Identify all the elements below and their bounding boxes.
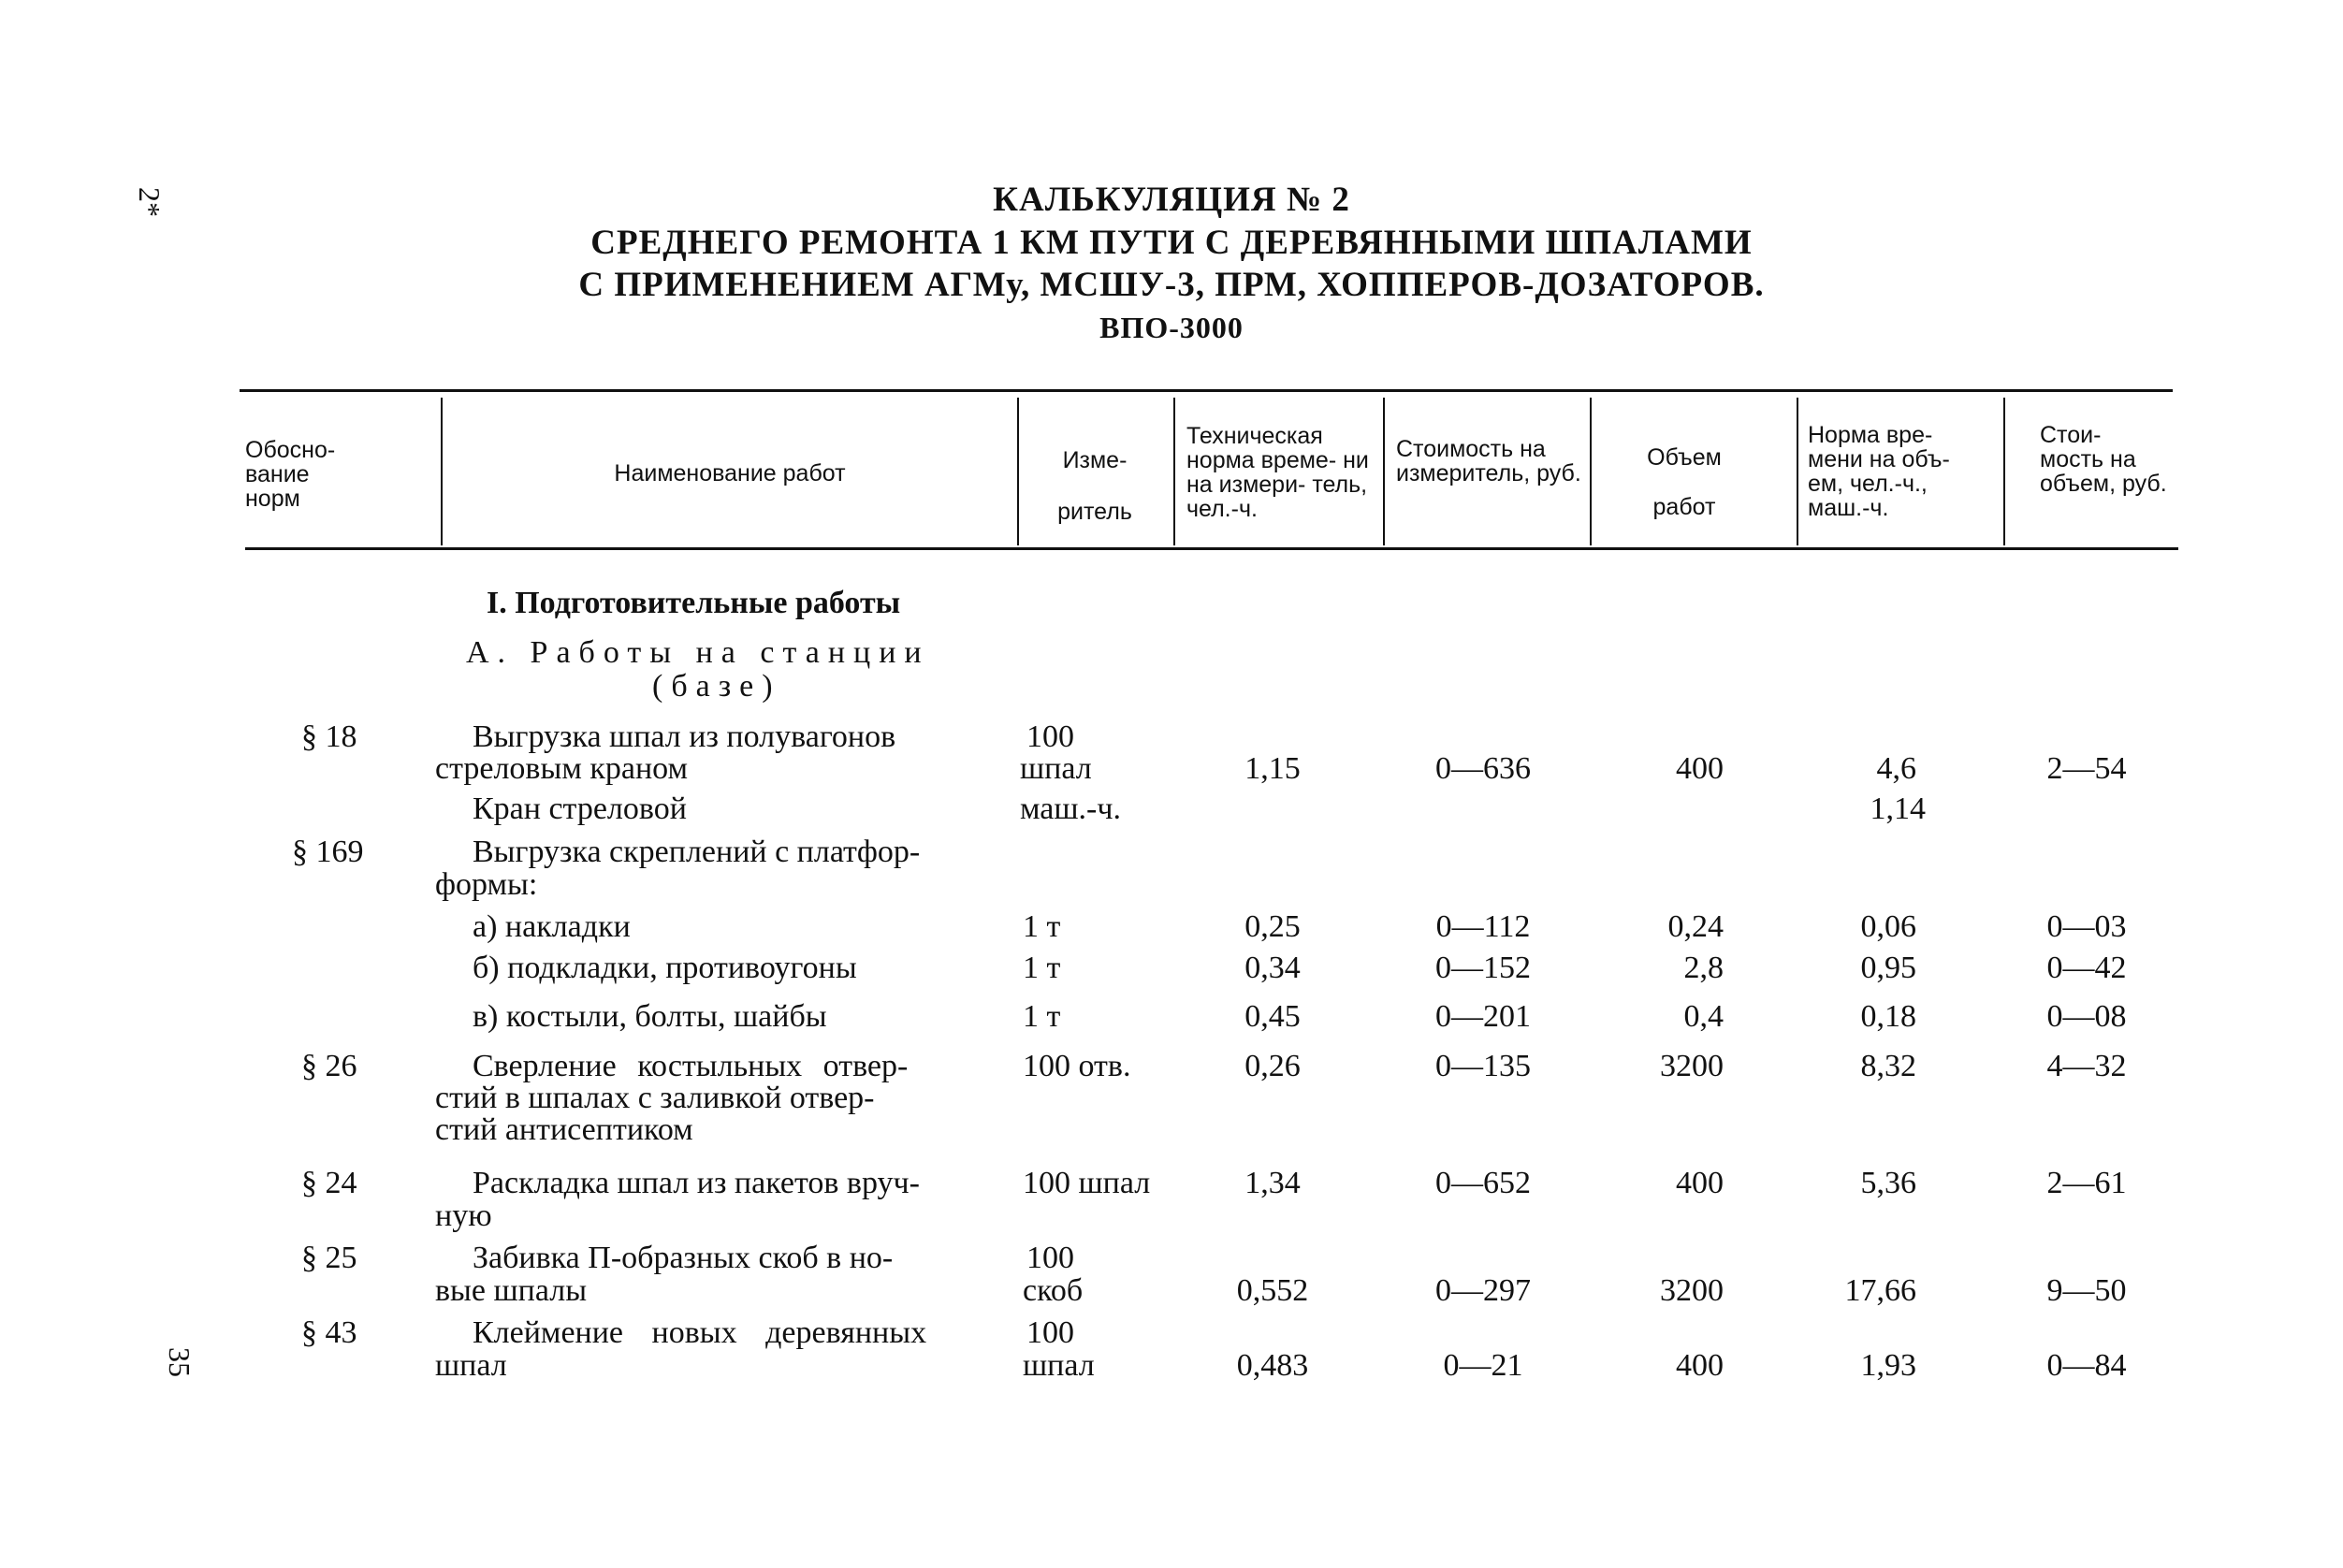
row-basis: § 26 — [301, 1049, 357, 1083]
row-unit: 100 — [1026, 1241, 1074, 1275]
section-heading: I. Подготовительные работы — [487, 586, 901, 620]
row-norm-volume: 1,93 — [1860, 1348, 1916, 1383]
row-cost: 0—21 — [1443, 1348, 1523, 1383]
page-number: 35 — [163, 1347, 196, 1377]
row-cost: 0—152 — [1435, 951, 1531, 985]
row-unit: 100 отв. — [1023, 1049, 1131, 1083]
row-volume: 3200 — [1660, 1049, 1724, 1083]
row-tech-norm: 1,34 — [1244, 1166, 1301, 1200]
row-unit: 1 т — [1023, 999, 1061, 1034]
row-name-cont: ную — [435, 1198, 492, 1233]
row-tech-norm: 0,552 — [1236, 1273, 1309, 1308]
row-total-cost: 2—61 — [2046, 1166, 2127, 1200]
row-norm-volume: 0,06 — [1860, 909, 1916, 944]
row-volume: 400 — [1676, 1166, 1724, 1200]
header-name: Наименование работ — [614, 460, 846, 486]
row-cost: 0—201 — [1435, 999, 1531, 1034]
subsection-heading-cont: (базе) — [652, 669, 781, 704]
header-top-rule — [240, 389, 2173, 392]
column-divider — [1383, 398, 1385, 545]
row-name: в) костыли, болты, шайбы — [473, 999, 827, 1034]
row-cost: 0—297 — [1435, 1273, 1531, 1308]
row-volume: 400 — [1676, 751, 1724, 786]
row-total-cost: 2—54 — [2046, 751, 2127, 786]
row-name: а) накладки — [473, 909, 631, 944]
row-name: Сверление костыльных отвер- — [473, 1049, 909, 1083]
column-divider — [1017, 398, 1019, 545]
row-total-cost: 0—03 — [2046, 909, 2127, 944]
row-norm-volume: 4,6 — [1876, 751, 1916, 786]
row-tech-norm: 1,15 — [1244, 751, 1301, 786]
row-volume: 400 — [1676, 1348, 1724, 1383]
row-cost: 0—135 — [1435, 1049, 1531, 1083]
row-basis: § 18 — [301, 719, 357, 754]
row-name: б) подкладки, противоугоны — [473, 951, 857, 985]
column-divider — [1590, 398, 1592, 545]
row-tech-norm: 0,45 — [1244, 999, 1301, 1034]
row-name-cont: формы: — [435, 867, 538, 902]
row-basis: § 169 — [292, 835, 364, 869]
row-name-cont: стий в шпалах с заливкой отвер- — [435, 1081, 875, 1115]
column-divider — [1173, 398, 1175, 545]
title-line-1: КАЛЬКУЛЯЦИЯ № 2 — [993, 181, 1350, 219]
row-name: Забивка П-образных скоб в но- — [473, 1241, 894, 1275]
row-unit: 100 — [1026, 719, 1074, 754]
row-cost: 0—652 — [1435, 1166, 1531, 1200]
row-norm-volume: 8,32 — [1860, 1049, 1916, 1083]
row-tech-norm: 0,26 — [1244, 1049, 1301, 1083]
header-volume: Объем работ — [1647, 444, 1722, 520]
row-norm-volume: 1,14 — [1870, 791, 1926, 826]
row-norm-volume: 0,95 — [1860, 951, 1916, 985]
row-name-cont: вые шпалы — [435, 1273, 588, 1308]
column-divider — [2003, 398, 2005, 545]
header-unit: Изме- ритель — [1057, 447, 1132, 525]
column-divider — [1797, 398, 1798, 545]
subsection-heading: А. Работы на станции — [466, 635, 930, 670]
row-name: Выгрузка скреплений с платфор- — [473, 835, 921, 869]
row-norm-volume: 5,36 — [1860, 1166, 1916, 1200]
row-cost: 0—112 — [1435, 909, 1531, 944]
row-name: Кран стреловой — [473, 791, 687, 826]
row-name-cont: стий антисептиком — [435, 1112, 693, 1147]
row-volume: 2,8 — [1683, 951, 1724, 985]
row-volume: 0,4 — [1683, 999, 1724, 1034]
header-cost-per-unit: Стоимость на измеритель, руб. — [1396, 436, 1581, 486]
title-line-2: СРЕДНЕГО РЕМОНТА 1 КМ ПУТИ С ДЕРЕВЯННЫМИ ШПАЛАМИ — [590, 224, 1753, 262]
row-norm-volume: 17,66 — [1844, 1273, 1916, 1308]
row-volume: 3200 — [1660, 1273, 1724, 1308]
row-norm-volume: 0,18 — [1860, 999, 1916, 1034]
row-unit-cont: скоб — [1023, 1273, 1084, 1308]
row-total-cost: 0—08 — [2046, 999, 2127, 1034]
row-basis: § 24 — [301, 1166, 357, 1200]
header-norm-volume: Норма вре- мени на объ- ем, чел.-ч., маш.-ч. — [1808, 422, 1950, 521]
title-line-4: ВПО-3000 — [1099, 311, 1244, 344]
column-divider — [441, 398, 443, 545]
row-name: Клеймение новых деревянных — [473, 1315, 927, 1350]
header-tech-norm: Техническая норма време- ни на измери- тель, чел.-ч. — [1186, 423, 1369, 522]
title-line-3: С ПРИМЕНЕНИЕМ АГМу, МСШУ-3, ПРМ, ХОППЕРОВ-ДОЗАТОРОВ. — [578, 266, 1765, 304]
row-total-cost: 0—42 — [2046, 951, 2127, 985]
row-name: Выгрузка шпал из полувагонов — [473, 719, 896, 754]
row-unit-cont: шпал — [1023, 1348, 1095, 1383]
row-unit: 100 шпал — [1023, 1166, 1151, 1200]
header-bottom-rule — [245, 547, 2178, 550]
row-unit: 1 т — [1023, 909, 1061, 944]
header-cost-volume: Стои- мость на объем, руб. — [2040, 422, 2167, 497]
row-basis: § 25 — [301, 1241, 357, 1275]
row-total-cost: 0—84 — [2046, 1348, 2127, 1383]
row-tech-norm: 0,483 — [1236, 1348, 1309, 1383]
row-total-cost: 4—32 — [2046, 1049, 2127, 1083]
row-volume: 0,24 — [1667, 909, 1724, 944]
row-name-cont: стреловым краном — [435, 751, 689, 786]
row-name: Раскладка шпал из пакетов вруч- — [473, 1166, 920, 1200]
row-unit: маш.-ч. — [1020, 791, 1121, 826]
row-total-cost: 9—50 — [2046, 1273, 2127, 1308]
row-unit: 100 — [1026, 1315, 1074, 1350]
row-tech-norm: 0,34 — [1244, 951, 1301, 985]
row-cost: 0—636 — [1435, 751, 1531, 786]
row-unit-cont: шпал — [1020, 751, 1092, 786]
row-name-cont: шпал — [435, 1348, 507, 1383]
row-unit: 1 т — [1023, 951, 1061, 985]
row-basis: § 43 — [301, 1315, 357, 1350]
row-tech-norm: 0,25 — [1244, 909, 1301, 944]
header-basis: Обосно- вание норм — [245, 437, 336, 512]
margin-mark: 2* — [133, 187, 167, 217]
